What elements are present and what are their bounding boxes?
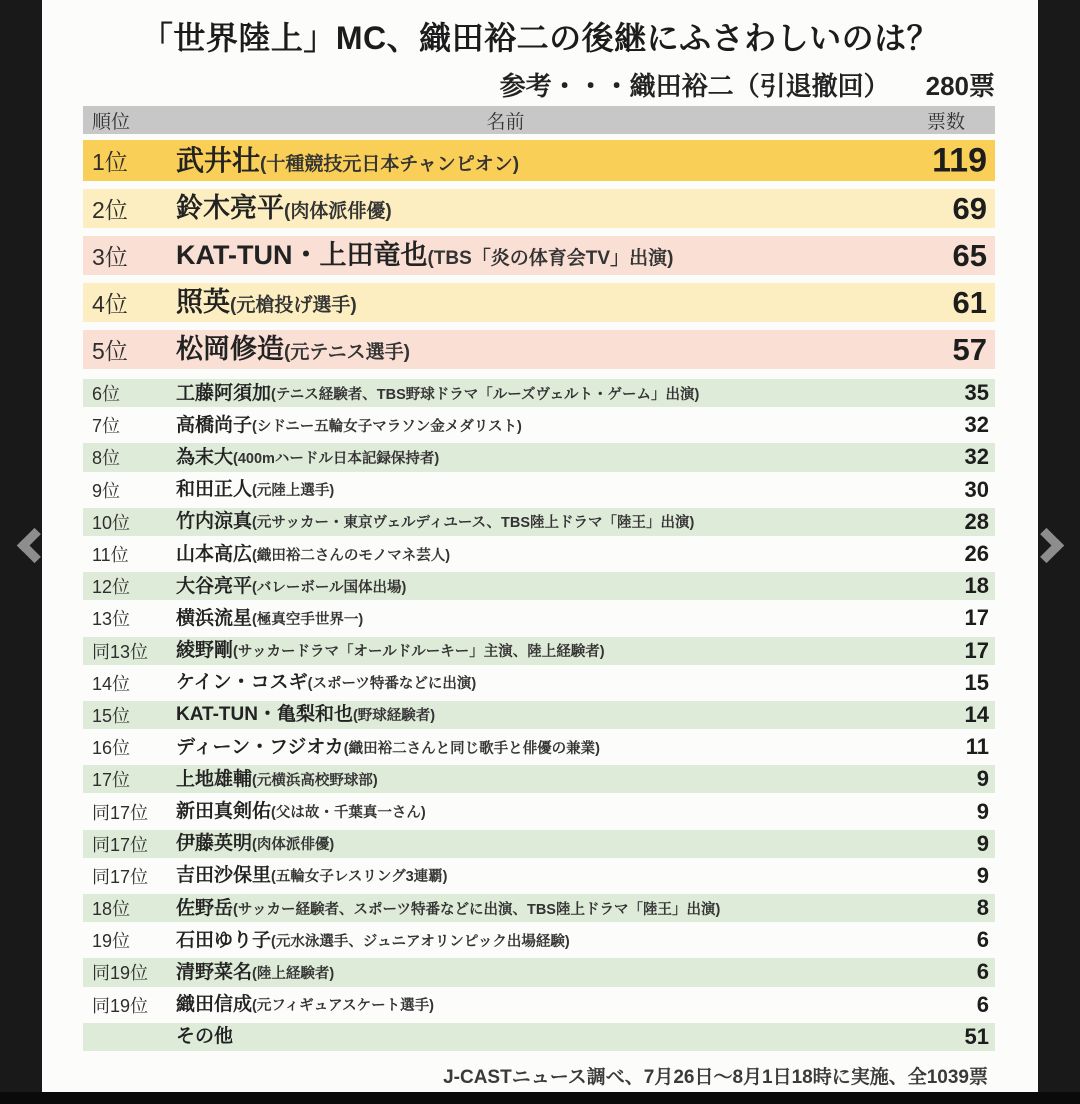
table-row bbox=[83, 283, 995, 322]
candidate-name: 工藤阿須加 bbox=[176, 382, 272, 404]
vote-count: 17 bbox=[964, 637, 989, 663]
table-row bbox=[83, 377, 995, 409]
candidate-cell bbox=[176, 1027, 995, 1046]
table-row bbox=[83, 409, 995, 441]
table-row bbox=[83, 236, 995, 275]
candidate-cell bbox=[176, 384, 995, 403]
table-row bbox=[83, 667, 995, 699]
table-row bbox=[83, 860, 995, 892]
candidate-name: 石田ゆり子 bbox=[176, 929, 272, 951]
candidate-name: 清野菜名 bbox=[176, 961, 253, 983]
candidate-name: 綾野剛 bbox=[176, 640, 234, 662]
rank-label: 19位 bbox=[92, 931, 131, 952]
vote-count: 32 bbox=[964, 444, 989, 470]
candidate-note: (陸上経験者) bbox=[252, 965, 335, 982]
rank-label: 12位 bbox=[92, 577, 131, 598]
candidate-cell bbox=[176, 931, 995, 950]
reference-vote-count: 280票 bbox=[925, 71, 995, 101]
table-row bbox=[83, 795, 995, 827]
candidate-name: 鈴木亮平 bbox=[176, 193, 284, 223]
candidate-note: (元横浜高校野球部) bbox=[252, 772, 378, 789]
rank-label: 2位 bbox=[92, 197, 128, 223]
candidate-name: 照英 bbox=[176, 287, 230, 317]
vote-count: 30 bbox=[964, 476, 989, 502]
candidate-cell bbox=[176, 866, 995, 885]
vote-count: 6 bbox=[976, 991, 989, 1017]
table-row bbox=[83, 635, 995, 667]
candidate-cell bbox=[176, 738, 995, 757]
rank-label: 同13位 bbox=[92, 641, 149, 662]
rank-label: 3位 bbox=[92, 244, 128, 270]
candidate-cell bbox=[176, 899, 995, 918]
rank-label: 15位 bbox=[92, 705, 131, 726]
candidate-name: 新田真剣佑 bbox=[176, 801, 272, 823]
ranking-table bbox=[83, 106, 995, 1053]
rank-label: 7位 bbox=[92, 416, 121, 437]
vote-count: 11 bbox=[965, 734, 989, 760]
candidate-note: (元水泳選手、ジュニアオリンピック出場経験) bbox=[271, 933, 570, 950]
vote-count: 15 bbox=[964, 669, 989, 695]
rank-label: 14位 bbox=[92, 673, 131, 694]
vote-count: 51 bbox=[964, 1023, 989, 1049]
table-row bbox=[83, 570, 995, 602]
candidate-note: (織田裕二さんのモノマネ芸人) bbox=[252, 547, 451, 564]
vote-count: 65 bbox=[952, 237, 987, 273]
vote-count: 57 bbox=[952, 331, 987, 367]
candidate-note: (バレーボール国体出場) bbox=[252, 579, 407, 596]
table-row bbox=[83, 441, 995, 473]
candidate-note: (元槍投げ選手) bbox=[230, 295, 357, 316]
candidate-name: 吉田沙保里 bbox=[176, 865, 272, 887]
vote-count: 9 bbox=[976, 830, 989, 856]
vote-count: 119 bbox=[932, 141, 987, 179]
vote-count: 61 bbox=[952, 284, 987, 320]
vote-count: 35 bbox=[964, 380, 989, 406]
candidate-cell bbox=[176, 705, 995, 724]
table-row bbox=[83, 506, 995, 538]
table-row bbox=[83, 731, 995, 763]
rank-label: 4位 bbox=[92, 291, 128, 317]
rank-label: 1位 bbox=[92, 149, 128, 175]
candidate-name: ケイン・コスギ bbox=[176, 672, 308, 694]
vote-count: 14 bbox=[964, 701, 989, 727]
candidate-note: (スポーツ特番などに出演) bbox=[307, 676, 477, 693]
candidate-name: KAT-TUN・亀梨和也 bbox=[176, 704, 353, 726]
candidate-note: (元フィギュアスケート選手) bbox=[252, 998, 434, 1015]
table-row bbox=[83, 1021, 995, 1053]
table-row bbox=[83, 989, 995, 1021]
poll-result-image bbox=[42, 0, 1038, 1092]
candidate-cell bbox=[176, 416, 995, 435]
rank-label: 5位 bbox=[92, 338, 128, 364]
candidate-note: (サッカー経験者、スポーツ特番などに出演、TBS陸上ドラマ「陸王」出演) bbox=[233, 901, 721, 918]
candidate-cell bbox=[176, 770, 995, 789]
candidate-name: 伊藤英明 bbox=[176, 833, 253, 855]
candidate-name: 竹内涼真 bbox=[176, 511, 253, 533]
table-row bbox=[83, 330, 995, 369]
candidate-note: (TBS「炎の体育会TV」出演) bbox=[427, 248, 674, 269]
candidate-cell bbox=[176, 336, 995, 363]
candidate-cell bbox=[176, 242, 995, 269]
page-title: 「世界陸上」MC、織田裕二の後継にふさわしいのは？ bbox=[140, 20, 940, 56]
header-name: 名前 bbox=[486, 111, 525, 133]
reference-label: 参考・・・織田裕二（引退撤回） bbox=[499, 71, 890, 101]
bottom-bar bbox=[0, 1092, 1080, 1104]
candidate-name: KAT-TUN・上田竜也 bbox=[176, 240, 428, 270]
candidate-cell bbox=[176, 802, 995, 821]
candidate-name: 松岡修造 bbox=[176, 334, 284, 364]
vote-count: 9 bbox=[976, 766, 989, 792]
candidate-name: 横浜流星 bbox=[176, 607, 253, 629]
candidate-name: 高橋尚子 bbox=[176, 414, 253, 436]
candidate-note: (野球経験者) bbox=[352, 708, 436, 725]
rank-label: 16位 bbox=[92, 738, 131, 759]
rank-label: 18位 bbox=[92, 899, 131, 920]
candidate-cell bbox=[176, 289, 995, 316]
candidate-name: 山本高広 bbox=[176, 543, 253, 565]
rank-label: 同17位 bbox=[92, 834, 149, 855]
rank-label: 8位 bbox=[92, 448, 121, 469]
vote-count: 26 bbox=[964, 541, 989, 567]
vote-count: 17 bbox=[964, 605, 989, 631]
candidate-name: 上地雄輔 bbox=[176, 768, 253, 790]
table-row bbox=[83, 474, 995, 506]
candidate-note: (織田裕二さんと同じ歌手と俳優の兼業) bbox=[343, 740, 600, 757]
table-header-row bbox=[83, 106, 995, 134]
candidate-note: (十種競技元日本チャンピオン) bbox=[260, 153, 520, 175]
candidate-cell bbox=[176, 512, 995, 531]
candidate-cell bbox=[176, 448, 995, 467]
candidate-cell bbox=[176, 673, 995, 692]
table-body bbox=[83, 140, 995, 1053]
candidate-cell bbox=[176, 834, 995, 853]
candidate-note: (極真空手世界一) bbox=[252, 611, 364, 628]
candidate-name: 大谷亮平 bbox=[176, 575, 253, 597]
table-row bbox=[83, 924, 995, 956]
table-row bbox=[83, 189, 995, 228]
candidate-cell bbox=[176, 609, 995, 628]
candidate-note: (元サッカー・東京ヴェルディユース、TBS陸上ドラマ「陸王」出演) bbox=[252, 515, 695, 532]
candidate-cell bbox=[176, 480, 995, 499]
candidate-name: ディーン・フジオカ bbox=[176, 736, 344, 758]
candidate-note: (五輪女子レスリング3連覇) bbox=[271, 869, 448, 886]
rank-label: 10位 bbox=[92, 512, 131, 533]
candidate-note: (元陸上選手) bbox=[252, 483, 335, 500]
vote-count: 18 bbox=[964, 573, 989, 599]
candidate-note: (父は故・千葉真一さん) bbox=[271, 805, 426, 822]
rank-label: 同19位 bbox=[92, 963, 149, 984]
vote-count: 9 bbox=[976, 798, 989, 824]
table-row bbox=[83, 538, 995, 570]
candidate-name: 佐野岳 bbox=[176, 897, 234, 919]
candidate-note: (肉体派俳優) bbox=[252, 837, 335, 854]
header-votes: 票数 bbox=[926, 111, 965, 133]
candidate-name: 織田信成 bbox=[176, 994, 253, 1016]
survey-source-note: J-CASTニュース調べ、7月26日～8月1日18時に実施、全1039票 bbox=[443, 1067, 988, 1088]
rank-label: 同19位 bbox=[92, 995, 149, 1016]
rank-label: 17位 bbox=[92, 770, 131, 791]
rank-label: 9位 bbox=[92, 480, 121, 501]
vote-count: 9 bbox=[976, 862, 989, 888]
candidate-cell bbox=[176, 577, 995, 596]
candidate-name: 武井壮 bbox=[176, 144, 261, 176]
candidate-note: (元テニス選手) bbox=[284, 342, 410, 363]
rank-label: 11位 bbox=[92, 545, 129, 566]
candidate-name: 為末大 bbox=[176, 446, 234, 468]
rank-label: 同17位 bbox=[92, 802, 149, 823]
candidate-cell bbox=[176, 144, 995, 176]
table-row bbox=[83, 699, 995, 731]
table-row bbox=[83, 602, 995, 634]
table-row bbox=[83, 828, 995, 860]
table-row bbox=[83, 956, 995, 988]
candidate-cell bbox=[176, 995, 995, 1014]
candidate-cell bbox=[176, 195, 995, 222]
candidate-name: 和田正人 bbox=[176, 479, 253, 501]
candidate-note: (肉体派俳優) bbox=[284, 201, 392, 222]
table-row bbox=[83, 763, 995, 795]
table-row bbox=[83, 140, 995, 181]
header-rank: 順位 bbox=[92, 111, 131, 133]
vote-count: 32 bbox=[964, 412, 989, 438]
reference-line bbox=[500, 66, 995, 103]
candidate-name: その他 bbox=[176, 1026, 234, 1048]
rank-label: 13位 bbox=[92, 609, 131, 630]
rank-label: 同17位 bbox=[92, 866, 149, 887]
candidate-note: (サッカードラマ「オールドルーキー」主演、陸上経験者) bbox=[233, 644, 605, 661]
candidate-note: (テニス経験者、TBS野球ドラマ「ルーズヴェルト・ゲーム」出演) bbox=[271, 386, 700, 403]
vote-count: 6 bbox=[976, 927, 989, 953]
vote-count: 8 bbox=[976, 895, 989, 921]
table-row bbox=[83, 892, 995, 924]
candidate-note: (シドニー五輪女子マラソン金メダリスト) bbox=[252, 418, 522, 435]
candidate-cell bbox=[176, 963, 995, 982]
rank-label: 6位 bbox=[92, 384, 121, 405]
vote-count: 28 bbox=[964, 508, 989, 534]
candidate-cell bbox=[176, 641, 995, 660]
candidate-note: (400mハードル日本記録保持者) bbox=[233, 450, 440, 467]
vote-count: 69 bbox=[952, 190, 987, 226]
candidate-cell bbox=[176, 545, 995, 564]
vote-count: 6 bbox=[976, 959, 989, 985]
